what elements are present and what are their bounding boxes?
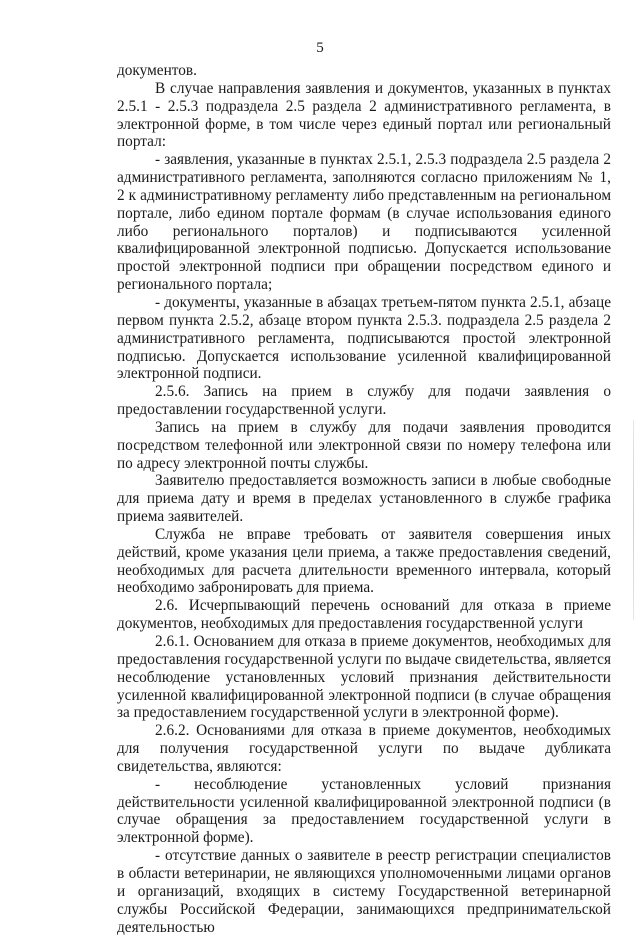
paragraph-2-6-heading: 2.6. Исчерпывающий перечень оснований для отказа в приеме документов, необходимых для предоставления государственной услуги bbox=[117, 597, 611, 633]
paragraph-signature-noncompliance: - несоблюдение установленных условий признания действительности усиленной квалифицированной электронной подписи (в случае обращения за предоставлением государственной услуги в электронной форме). bbox=[117, 775, 611, 847]
paragraph-2-5-6-heading: 2.5.6. Запись на прием в службу для подачи заявления о предоставлении государственной услуги. bbox=[117, 383, 611, 419]
paragraph-continuation: документов. bbox=[117, 62, 197, 79]
scan-edge-mark bbox=[633, 420, 634, 620]
paragraph-documents-signature: - документы, указанные в абзацах третьем-пятом пункта 2.5.1, абзаце первом пункта 2.5.2, абзаце втором пункта 2.5.3. подраздела 2.5 раздела 2 административного регламента, подписываются простой электронной подписью. Допускается использование усиленной квалифицированной электронной подписи. bbox=[117, 293, 611, 383]
paragraph-service-restrictions: Служба не вправе требовать от заявителя совершения иных действий, кроме указания цели приема, а также предоставления сведений, необходимых для расчета длительности временного интервала, который необходимо забронировать для приема. bbox=[117, 525, 611, 597]
paragraph-2-6-1: 2.6.1. Основанием для отказа в приеме документов, необходимых для предоставления государственной услуги по выдаче свидетельства, является несоблюдение установленных условий признания действительности усиленной квалифицированной электронной подписи (в случае обращения за предоставлением государственной услуги в электронной форме). bbox=[117, 633, 611, 722]
paragraph-electronic-submission: В случае направления заявления и документов, указанных в пунктах 2.5.1 - 2.5.3 подраздела 2.5 раздела 2 административного регламента, в электронной форме, в том числе через единый портал или региональный портал: bbox=[117, 79, 611, 151]
paragraph-registry-absence: - отсутствие данных о заявителе в реестр регистрации специалистов в области ветеринарии, не являющихся уполномоченными лицами органов и организаций, входящих в систему Государственной ветеринарной службы Российской Федерации, занимающихся предпринимательской деятельностью bbox=[117, 847, 611, 936]
paragraph-appointment-time: Заявителю предоставляется возможность записи в любые свободные для приема дату и время в пределах установленного в службе графика приема заявителей. bbox=[117, 472, 611, 526]
paragraph-2-6-2: 2.6.2. Основаниями для отказа в приеме документов, необходимых для получения государственной услуги по выдаче дубликата свидетельства, являются: bbox=[117, 722, 611, 775]
paragraph-applications-signature: - заявления, указанные в пунктах 2.5.1, 2.5.3 подраздела 2.5 раздела 2 административного регламента, заполняются согласно приложениям № 1, 2 к административному регламенту либо представленным на региональном портале, либо едином портале формам (в случае использования единого либо регионального порталов) и подписываются усиленной квалифицированной электронной подписью. Допускается использование простой электронной подписи при обращении посредством единого и регионального портала; bbox=[117, 151, 611, 294]
paragraph-appointment-method: Запись на прием в службу для подачи заявления проводится посредством телефонной или электронной связи по номеру телефона или по адресу электронной почты службы. bbox=[117, 418, 611, 472]
document-body bbox=[117, 62, 611, 936]
page-number: 5 bbox=[316, 40, 324, 56]
